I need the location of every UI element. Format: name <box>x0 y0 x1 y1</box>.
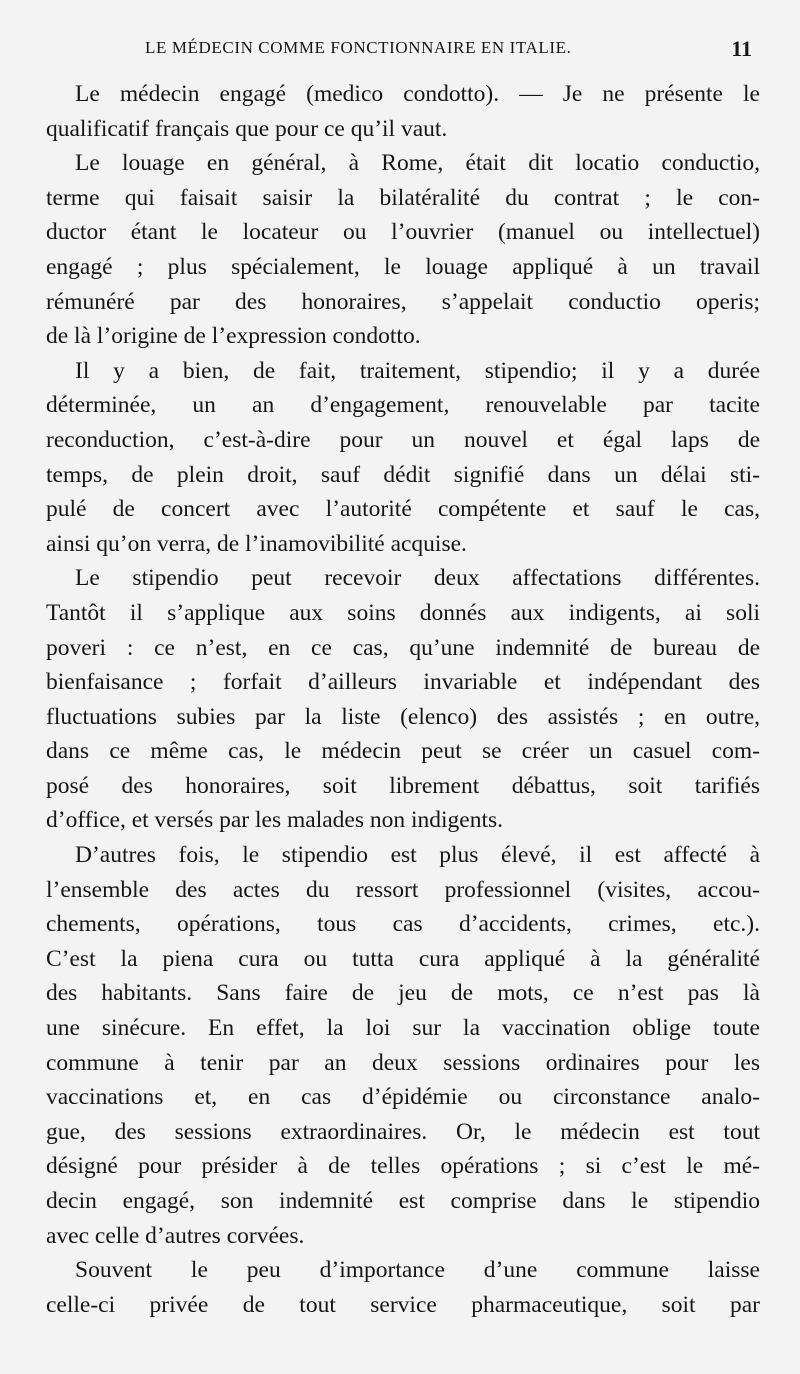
text-line: bienfaisance ; forfait d’ailleurs invariable et indépendant des <box>46 669 760 696</box>
paragraph <box>46 354 760 562</box>
text-line: chements, opérations, tous cas d’accidents, crimes, etc.). <box>46 911 760 938</box>
text-line: Tantôt il s’applique aux soins donnés aux indigents, ai soli <box>46 599 760 626</box>
text-line: fluctuations subies par la liste (elenco) des assistés ; en outre, <box>46 703 760 730</box>
body-text <box>46 77 760 1322</box>
text-line: avec celle d’autres corvées. <box>46 1222 305 1249</box>
running-title: LE MÉDECIN COMME FONCTIONNAIRE EN ITALIE. <box>145 38 572 57</box>
text-line: l’ensemble des actes du ressort professionnel (visites, accou- <box>46 876 760 903</box>
text-line: rémunéré par des honoraires, s’appelait conductio operis; <box>46 288 760 315</box>
text-line: ductor étant le locateur ou l’ouvrier (manuel ou intellectuel) <box>46 219 760 246</box>
page-number: 11 <box>731 36 752 61</box>
text-line: gue, des sessions extraordinaires. Or, le médecin est tout <box>46 1118 760 1145</box>
paragraph <box>46 1253 760 1322</box>
text-line: Il y a bien, de fait, traitement, stipendio; il y a durée <box>75 357 760 384</box>
text-line: reconduction, c’est-à-dire pour un nouvel et égal laps de <box>46 426 760 453</box>
text-line: terme qui faisait saisir la bilatéralité du contrat ; le con- <box>46 184 760 211</box>
text-line: Le médecin engagé (medico condotto). — Je ne présente le <box>75 81 760 107</box>
text-line: des habitants. Sans faire de jeu de mots, ce n’est pas là <box>46 980 760 1007</box>
text-line: Le louage en général, à Rome, était dit locatio conductio, <box>75 150 760 177</box>
text-line: D’autres fois, le stipendio est plus élevé, il est affecté à <box>75 842 760 869</box>
text-line: de là l’origine de l’expression condotto. <box>46 323 421 350</box>
running-head <box>45 36 762 66</box>
text-line: déterminée, un an d’engagement, renouvelable par tacite <box>46 392 760 419</box>
text-line: Souvent le peu d’importance d’une commune laisse <box>75 1257 760 1284</box>
text-line: d’office, et versés par les malades non indigents. <box>46 807 504 834</box>
paragraph <box>46 561 760 838</box>
text-line: C’est la piena cura ou tutta cura appliqué à la généralité <box>46 945 760 972</box>
text-line: désigné pour présider à de telles opérations ; si c’est le mé- <box>46 1153 760 1180</box>
text-line: ainsi qu’on verra, de l’inamovibilité acquise. <box>46 530 467 557</box>
text-line: temps, de plein droit, sauf dédit signifié dans un délai sti- <box>46 461 760 488</box>
text-line: Le stipendio peut recevoir deux affectations différentes. <box>75 565 760 592</box>
paragraph <box>46 146 760 354</box>
text-line: posé des honoraires, soit librement débattus, soit tarifiés <box>46 772 760 799</box>
paragraph <box>46 77 760 146</box>
text-line: poveri : ce n’est, en ce cas, qu’une indemnité de bureau de <box>46 634 760 661</box>
text-line: une sinécure. En effet, la loi sur la vaccination oblige toute <box>46 1015 760 1042</box>
text-line: pulé de concert avec l’autorité compétente et sauf le cas, <box>46 496 760 523</box>
text-line: dans ce même cas, le médecin peut se créer un casuel com- <box>46 738 760 765</box>
text-line: engagé ; plus spécialement, le louage appliqué à un travail <box>46 253 760 280</box>
paragraph <box>46 838 760 1253</box>
text-line: decin engagé, son indemnité est comprise dans le stipendio <box>46 1188 760 1214</box>
text-line: celle-ci privée de tout service pharmaceutique, soit par <box>46 1291 760 1318</box>
text-line: vaccinations et, en cas d’épidémie ou circonstance analo- <box>46 1084 760 1111</box>
text-line: qualificatif français que pour ce qu’il vaut. <box>46 115 448 142</box>
text-line: commune à tenir par an deux sessions ordinaires pour les <box>46 1049 760 1076</box>
